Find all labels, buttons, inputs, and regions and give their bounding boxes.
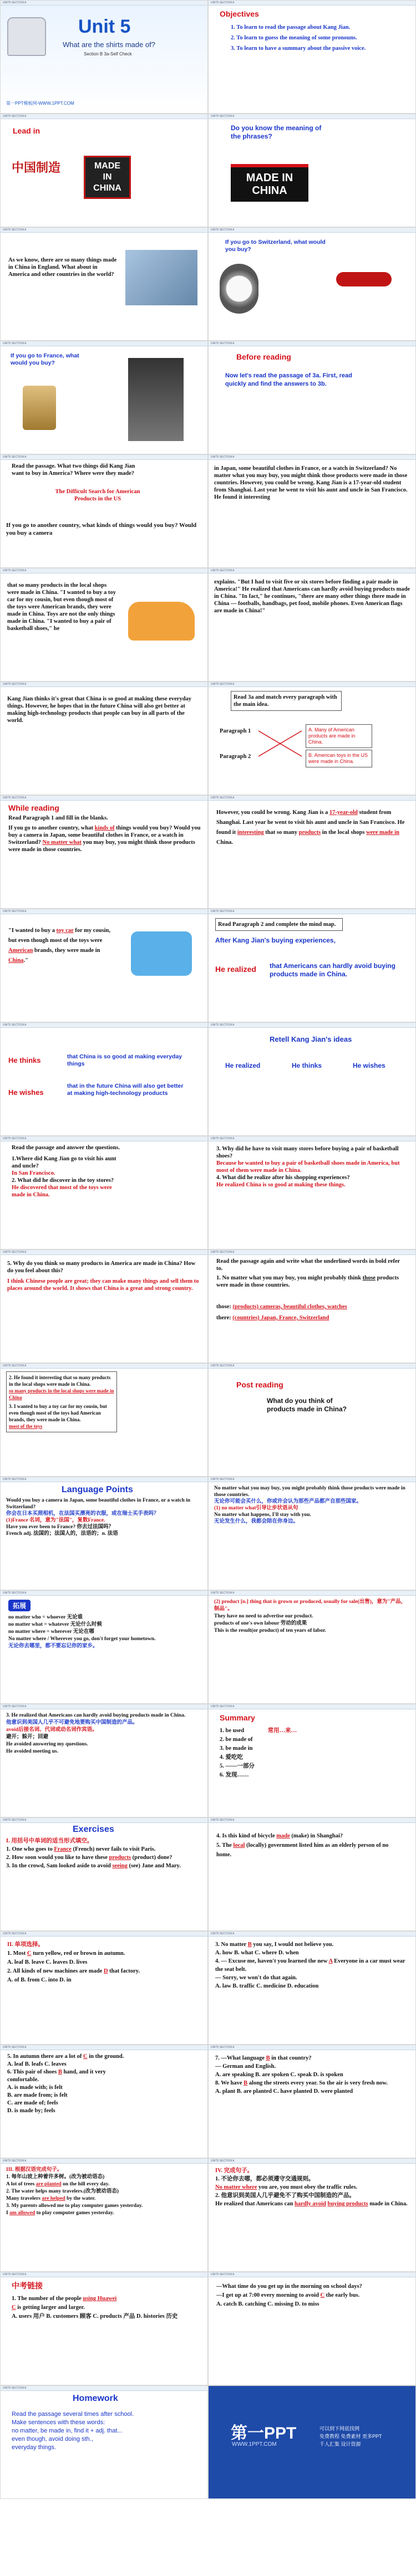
slide-28 [208,1477,416,1590]
slide-header: UNIT5 SECTION A [1,1364,207,1369]
exercise-block: 7. —What language B in that country? — German and English. A. are speaking B. are spoken C. speak D. is spoken 8. We have B along the streets every year. So the air is very fresh now. A. plant B. are planted C. have planted D. were planted [215,2055,388,2094]
made-in-china-stamp: MADE IN CHINA [84,156,131,199]
slide-header: UNIT5 SECTION A [1,796,207,801]
question: If you go to Switzerland, what would you buy? [225,239,326,253]
slide-header: UNIT5 SECTION A [209,1704,415,1709]
fill-text: However, you could be wrong. Kang Jian is a 17-year-old student from Shanghai. Last year he went to visit his aunt and uncle in San Francisco. He found it interesting that so many products in the local shops were made in China. [216,810,405,846]
slide-header: UNIT5 SECTION A [209,2045,415,2050]
exercise-block: 1. The number of the people using Huawei C is getting larger and larger. A. users 用户 B. customers 顾客 C. products 产品 D. histories 历史 [12,2296,178,2319]
mind-map-node: He thinks [8,1056,41,1064]
slide-header: UNIT5 SECTION A [209,682,415,687]
blank-answer: interesting [237,829,264,836]
slide-42 [208,2272,416,2385]
exam-link-title: 中考链接 [12,2281,43,2290]
slide-17 [0,909,208,1022]
reference-box: 2. He found it interesting that so many products in the local shops were made in China. so many products in the local shops were made in China 3. I wanted to buy a toy car for my cousin, but even though most of the toys had American brands, they were made in China. most of the toys [6,1371,117,1432]
slide-header: UNIT5 SECTION A [1,228,207,233]
mind-map-answer: that China is so good at making everyday things [67,1053,182,1067]
slide-23 [0,1249,208,1363]
brand-url: WWW.1PPT.COM [232,2441,277,2447]
slide-header: UNIT5 SECTION A [209,909,415,914]
question: 5. Why do you think so many products in America are made in China? How do you feel about this? [7,1261,196,1274]
brand-slogan: 可以到下网底找例 免费教程 免费素材 更多PPT 千人汇集 设计资源 [319,2426,382,2447]
retell-node: He realized [225,1062,261,1069]
objective-item: 3. To learn to have a summary about the passive voice. [231,45,366,52]
option-b: B. American toys in the US were made in China. [306,750,372,767]
reference-answer: those: (products) cameras, beautiful clothes, watches [216,1304,347,1310]
language-point: Would you buy a camera in Japan, some beautiful clothes in France, or a watch in Switzerland? 你会在日本买照相机，在法国买漂亮的衣服，或在瑞士买手表吗？ (1)France 名词，意为"法国"，复数France. Have you ever been to France? 你去过法国吗？ French adj. 法国的；法国人的，法语的；n. 法语 [6,1498,191,1537]
exercise-block: —What time do you get up in the morning on school days? —I get up at 7:00 every morning to avoid C the early bus. A. catch B. catching C. missing D. to miss [216,2283,362,2307]
exercise-block: I. 用括号中单词的适当形式填空。 1. One who goes to France (French) never fails to visit Paris. 2. How soon would you like to have these products (product) done? 3. In the crowd, Sam looked aside to avoid seeing (see) Jane and Mary. [6,1838,181,1869]
exercise-block: III. 根据汉语完成句子。 1. 每年山坡上种着许多树。(改为被动语态) A lot of trees are planted on the hill every day. 2. The water helps many travelers.(改为被动语态) Many travelers are helped by the water. 3. My parents allowed me to play computer games yesterday. I am allowed to play computer games yesterday. [6,2167,143,2216]
blank-answer: toy car [56,928,74,934]
slide-header: UNIT5 SECTION A [209,1818,415,1823]
passage-text: explains. "But I had to visit five or six stores before finding a pair made in America!" He realized that Americans can hardly avoid buying products made in China. "In fact," he continues, "there are many other things there made in China — footballs, handbags, pet food, mobile phones. Even American flags are made in China!" [214,579,410,614]
answer: He realized China is so good at making these things. [216,1182,346,1188]
objective-item: 2. To learn to guess the meaning of some pronouns. [231,35,357,41]
slide-header: UNIT5 SECTION A [209,1,415,6]
perfume-image [23,386,56,430]
slide-header: UNIT5 SECTION A [1,1591,207,1596]
slide-header: UNIT5 SECTION A [209,1136,415,1141]
brand-logo: 第一PPT [231,2424,297,2442]
slide-11 [0,568,208,682]
question: 3. Why did he have to visit many stores before buying a pair of basketball shoes? [216,1146,399,1159]
slide-header: UNIT5 SECTION A [209,114,415,119]
slide-header: UNIT5 SECTION A [1,1,207,6]
summary-title: Summary [220,1713,255,1722]
exercise-block: II. 单项选择。 1. Most C turn yellow, red or brown in autumn. A. leaf B. leave C. leaves D. lives 2. All kinds of new machines are made D that factory. A. of B. from C. into D. in [7,1942,140,1983]
question: Do you know the meaning of the phrases? [231,124,322,140]
while-reading-title: While reading [8,803,59,812]
slide-7 [0,341,208,454]
language-point: 3. He realized that Americans can hardly avoid buying products made in China. 他意识到美国人几乎不可避免地要购买中国制造的产品。 avoid后接名词、代词或动名词作宾语。 避开；躲开；回避 He avoided answering my questions. He avoided meeting us. [6,1713,186,1754]
slide-header: UNIT5 SECTION A [1,909,207,914]
slide-header: UNIT5 SECTION A [1,1136,207,1141]
task: Read Paragraph 1 and fill in the blanks. [8,815,108,821]
slide-header: UNIT5 SECTION A [1,1477,207,1482]
slide-header: UNIT5 SECTION A [1,1250,207,1255]
slide-15 [0,795,208,909]
lead-in-title: Lead in [13,126,40,135]
slide-header: UNIT5 SECTION A [209,2272,415,2277]
question: If you go to France, what would you buy? [11,352,79,366]
slide-13 [0,682,208,795]
paragraph-2-label: Paragraph 2 [220,754,251,760]
option-a: A. Many of American products are made in China. [306,724,372,748]
slide-header: UNIT5 SECTION A [209,455,415,460]
slide-header: UNIT5 SECTION A [1,114,207,119]
slide-26 [208,1363,416,1477]
retell-title: Retell Kang Jian's ideas [270,1035,352,1043]
reading-question: Read the passage. What two things did Kang Jian want to buy in America? Where were they made? [12,463,135,477]
made-in-china-label: MADE IN CHINA [231,164,308,202]
blank-answer: No matter what [42,839,82,846]
exercise-block: IV. 完成句子。 1. 不论你去哪，都必须遵守交通规则。 No matter where you are, you must obey the traffic rules. 2. 他意识到美国人几乎避免不了购买中国制造的产品。 He realized that Americans can hardly avoid buying products made in China. [215,2168,408,2207]
homework-list: Read the passage several times after school. Make sentences with these words: no matter, be made in, find it + adj. that... even though, avoid doing sth., everyday things. [12,2411,134,2451]
unit-title: Unit 5 [78,16,131,37]
post-reading-title: Post reading [236,1380,283,1389]
language-points-title: Language Points [62,1485,133,1494]
retell-node: He thinks [292,1062,322,1069]
slide-header: UNIT5 SECTION A [1,1023,207,1028]
blank-answer: American [8,948,33,954]
cn-made-logo: 中国制造 [12,161,61,175]
slide-header: UNIT5 SECTION A [209,228,415,233]
exercise-block: 4. Is this kind of bicycle made (make) in Shanghai? 5. The local (locally) government listed him as an elderly person of no home. [216,1833,389,1858]
fill-text: "I wanted to buy a toy car for my cousin, but even though most of the toys were American brands, they were made in China." [8,928,110,964]
slide-27 [0,1477,208,1590]
mind-map-root: After Kang Jian's buying experiences, [215,936,336,944]
task: Read the passage again and write what the underlined words in bold refer to. [216,1258,400,1272]
mind-map-node: He wishes [8,1088,44,1097]
language-point: (2) product [n.] thing that is grown or produced, usually for sale(出售)，意为"产品，制品"。 They have no need to advertise our product. products of one's own labour 劳动的成果 This is the result(or product) of ten years of labor. [214,1599,407,1633]
slide-18 [208,909,416,1022]
question: What do you think of products made in China? [267,1397,347,1413]
slide-44 [208,2385,416,2499]
retell-node: He wishes [353,1062,385,1069]
blank-answer: were made in [366,829,399,836]
slide-25 [0,1363,208,1477]
slide-40 [208,2158,416,2272]
question: 4. What did he realize after his shopping experiences? [216,1175,350,1181]
slide-header: UNIT5 SECTION A [1,1818,207,1823]
task-box: Read Paragraph 2 and complete the mind map. [215,918,343,931]
match-lines [258,726,303,760]
slide-19 [0,1022,208,1136]
slide-header: UNIT5 SECTION A [209,1364,415,1369]
question: As we know, there are so many things made in China in England. What about in America and other countries in the world? [8,257,117,278]
exercise-block: 3. No matter B you say, I would not believe you. A. how B. what C. where D. when 4. — Excuse me, haven't you learned the new A Everyone in a car must wear the seat belt. — Sorry, we won't do that again. A. law B. traffic C. medicine D. education [215,1942,405,1989]
answer: Because he wanted to buy a pair of basketball shoes made in America, but most of them were made in China. [216,1160,400,1174]
slide-header: UNIT5 SECTION A [1,455,207,460]
slide-5 [0,227,208,341]
qa-block [216,1145,410,1189]
slide-30 [208,1590,416,1704]
slide-header: UNIT5 SECTION A [1,1932,207,1937]
slide-36 [208,1931,416,2045]
slide-6 [208,227,416,341]
slide-1 [0,0,208,114]
blank-answer: products [298,829,321,836]
slide-header: UNIT5 SECTION A [1,2045,207,2050]
slide-22 [208,1136,416,1249]
toy-car-image [128,602,195,641]
summary-list: 1. be used 常用…来… 2. be made of 3. be made in 4. 爱吃吃 5. ——一部分 6. 发现…… [220,1728,297,1778]
fashion-image [128,358,184,441]
question: 1.Where did Kang Jian go to visit his aunt and uncle? [12,1156,116,1169]
question: 2. What did he discover in the toy stores? [12,1177,114,1184]
slide-32 [208,1704,416,1817]
toy-image [131,931,192,976]
homework-title: Homework [73,2394,118,2403]
slide-header: UNIT5 SECTION A [209,1250,415,1255]
watch-image [220,264,258,314]
exercises-title: Exercises [73,1825,114,1834]
slide-header: UNIT5 SECTION A [1,682,207,687]
slide-12 [208,568,416,682]
slide-34 [208,1817,416,1931]
slide-31 [0,1704,208,1817]
slide-9 [0,454,208,568]
slide-14 [208,682,416,795]
qa-block [7,1260,201,1292]
slide-header: UNIT5 SECTION A [209,1932,415,1937]
slide-header: UNIT5 SECTION A [1,2159,207,2164]
mind-map-answer: that Americans can hardly avoid buying products made in China. [270,962,395,978]
passage-text: in Japan, some beautiful clothes in France, or a watch in Switzerland? No matter what you may buy, you might think those products were made in those countries. However, you could be wrong. Kang Jian is a 17-year-old student from Shanghai. Last year he went to visit his aunt and uncle in San Francisco. He found it interesting [214,465,408,500]
slide-20 [208,1022,416,1136]
answer: He discovered that most of the toys were made in China. [12,1185,112,1198]
task: Read the passage and answer the questions. [12,1145,120,1151]
slide-2 [208,0,416,114]
slide-29 [0,1590,208,1704]
slide-43 [0,2385,208,2499]
language-point: no matter who = whoever 无论谁 no matter what = whatever 无论什么时候 no matter where = wherever 无论在哪 No matter where / Wherever you go, don't forget your hometown. 无论你去哪里，都不要忘记你的家乡。 [8,1615,156,1649]
qa-block [12,1155,123,1199]
slide-16 [208,795,416,909]
slide-38 [208,2045,416,2158]
slide-21 [0,1136,208,1249]
mind-map-answer: that in the future China will also get better at making high-technology products [67,1083,184,1097]
passage-title: The Difficult Search for American Products in the US [55,489,140,502]
fill-text: If you go to another country, what kinds of things would you buy? Would you buy a camera in Japan, some beautiful clothes in France, or a watch in Switzerland? No matter what you may buy, you might think those products were made in those countries. [8,825,201,853]
exercise-block: 5. In autumn there are a lot of C in the ground. A. leaf B. leafs C. leaves 6. This pair of shoes B hand, and it very comfortable. A. is made with; is felt B. are made from; is felt C. are made of; feels D. is made by; feels [7,2053,124,2114]
reference-answer: there: (countries) Japan, France, Switzerland [216,1315,329,1321]
paragraph-1-label: Paragraph 1 [220,728,251,734]
slide-header: UNIT5 SECTION A [1,341,207,346]
slide-header: UNIT5 SECTION A [1,569,207,573]
blank-answer: kinds of [94,825,115,831]
slide-24 [208,1249,416,1363]
slide-header: UNIT5 SECTION A [209,796,415,801]
objectives-title: Objectives [220,9,259,18]
objectives-list [231,24,403,52]
before-reading-title: Before reading [236,352,291,361]
section-label: Section B 3a-Self Check [84,52,132,57]
blank-answer: China [8,957,24,964]
slide-header: UNIT5 SECTION A [1,2272,207,2277]
task-box: Read 3a and match every paragraph with the main idea. [231,691,342,711]
answer: In San Francisco. [12,1170,55,1176]
shopping-photo [125,250,197,305]
passage-text: that so many products in the local shops were made in China. "I wanted to buy a toy car for my cousin, but even though most of the toys were American brands, they were made in China. Toys are not the only things made in China. "I wanted to buy a pair of basketball shoes," he [7,582,116,632]
slide-header: UNIT5 SECTION A [1,1704,207,1709]
language-point: No matter what you may buy, you might probably think those products were made in those countries. 无论你可能会买什么，你或许会认为那些产品都产自那些国家。 (1) no matter what引导让步状语从句 No matter what happens, I'll stay with you. 无论发生什么，我都会陪在你身边。 [214,1486,405,1524]
footer-brand: 第一PPT模板网-WWW.1PPT.COM [6,101,74,106]
instruction: Now let's read the passage of 3a. First, read quickly and find the answers to 3b. [225,372,352,387]
slide-header: UNIT5 SECTION A [209,569,415,573]
reference-text: 1. No matter what you may buy, you might probably think those products were made in those countries. [216,1275,399,1288]
slide-8 [208,341,416,454]
mind-map-node: He realized [215,965,256,974]
passage-text: If you go to another country, what kinds of things would you buy? Would you buy a camera [6,522,197,536]
slide-35 [0,1931,208,2045]
slide-header: UNIT5 SECTION A [209,1477,415,1482]
slide-header: UNIT5 SECTION A [209,341,415,346]
slide-4 [208,114,416,227]
unit-subtitle: What are the shirts made of? [63,40,155,49]
slide-41 [0,2272,208,2385]
shirt-illustration [7,17,46,56]
slide-10 [208,454,416,568]
blank-answer: 17-year-old [329,810,358,816]
slide-37 [0,2045,208,2158]
slide-3 [0,114,208,227]
slide-header: UNIT5 SECTION A [209,1023,415,1028]
passage-text: Kang Jian thinks it's great that China is so good at making these everyday things. However, he hopes that in the future China will also get better at making high-technology products that people can buy in all parts of the world. [7,696,192,724]
slide-header: UNIT5 SECTION A [209,1591,415,1596]
slide-39 [0,2158,208,2272]
knife-image [336,272,392,286]
slide-header: UNIT5 SECTION A [209,2159,415,2164]
extension-badge: 拓展 [8,1600,31,1611]
slide-header: UNIT5 SECTION A [1,2386,207,2391]
slide-33 [0,1817,208,1931]
answer: I think Chinese people are great; they can make many things and sell them to places around the world. It shows that China is a great and strong country. [7,1278,199,1292]
objective-item: 1. To learn to read the passage about Kang Jian. [231,24,351,30]
